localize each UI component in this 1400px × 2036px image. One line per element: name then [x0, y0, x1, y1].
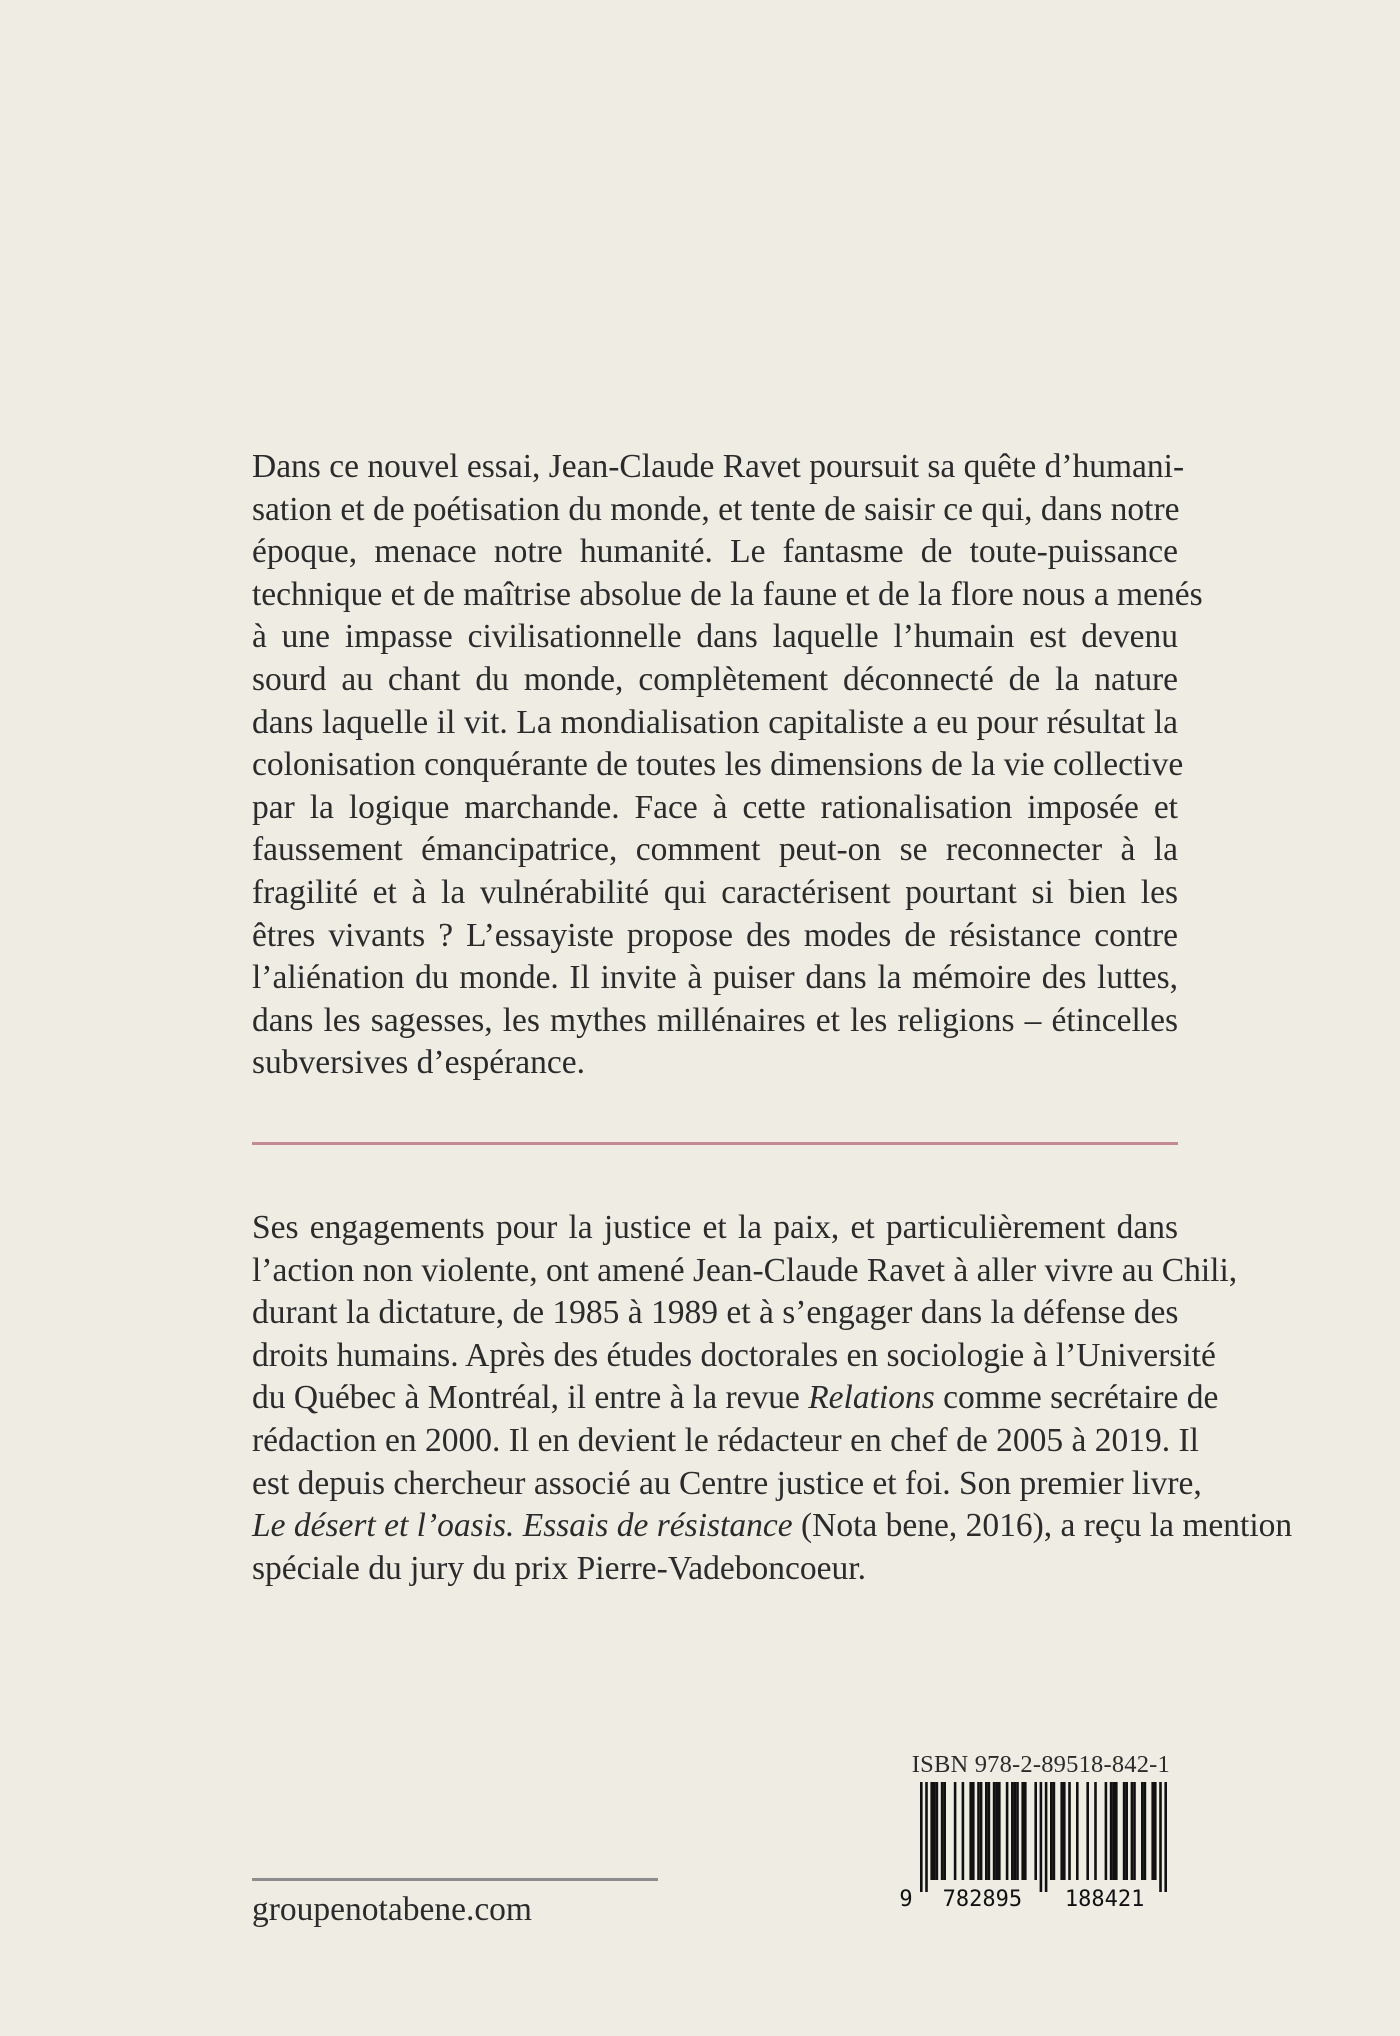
barcode-bar: [1110, 1782, 1113, 1880]
barcode-right-digits: 188421: [1064, 1887, 1145, 1910]
journal-title: Relations: [808, 1379, 935, 1417]
barcode-bar: [1144, 1782, 1147, 1880]
barcode-bar: [1131, 1782, 1134, 1880]
summary-line: sation et de poétisation du monde, et tente de saisir ce qui, dans notre: [252, 490, 1180, 528]
bio-line: rédaction en 2000. Il en devient le rédacteur en chef de 2005 à 2019. Il: [252, 1421, 1199, 1459]
summary-line: dans les sagesses, les mythes millénaires et les religions – étincelles: [252, 1001, 1178, 1039]
barcode-bar: [962, 1782, 965, 1880]
bio-text: (Nota bene, 2016), a reçu la mention: [792, 1507, 1293, 1545]
barcode-bar: [1094, 1782, 1097, 1880]
barcode-bar: [1006, 1782, 1009, 1880]
barcode-bar: [985, 1782, 988, 1880]
barcode-bar: [977, 1782, 980, 1880]
previous-book-title: Le désert et l’oasis. Essais de résistance: [252, 1507, 793, 1545]
summary-line: subversives d’espérance.: [252, 1044, 586, 1082]
barcode-left-digits: 782895: [942, 1887, 1023, 1910]
barcode-bar: [936, 1782, 939, 1880]
barcode-bar: [1159, 1782, 1162, 1892]
barcode-bar: [941, 1782, 944, 1880]
barcode-bar: [1151, 1782, 1154, 1880]
summary-line: à une impasse civilisationnelle dans laquelle l’humain est devenu: [252, 618, 1178, 656]
barcode-bar: [1133, 1782, 1136, 1880]
summary-line: êtres vivants ? L’essayiste propose des modes de résistance contre: [252, 916, 1178, 954]
barcode-bar: [954, 1782, 957, 1880]
barcode-bar: [1068, 1782, 1071, 1880]
author-bio: [252, 1207, 1293, 1590]
barcode-bar: [920, 1782, 923, 1892]
summary-line: époque, menace notre humanité. Le fantasme de toute-puissance: [252, 533, 1178, 571]
bio-line: droits humains. Après des études doctorales en sociologie à l’Université: [252, 1336, 1216, 1374]
summary-paragraph: [252, 446, 1203, 1085]
barcode-bar: [1076, 1782, 1079, 1880]
bio-line: l’action non violente, ont amené Jean-Claude Ravet à aller vivre au Chili,: [252, 1251, 1238, 1289]
summary-line: Dans ce nouvel essai, Jean-Claude Ravet poursuit sa quête d’humani-: [252, 448, 1185, 485]
isbn-label: ISBN 978-2-89518-842-1: [911, 1751, 1170, 1778]
barcode-bar: [1123, 1782, 1126, 1880]
barcode-bar: [1105, 1782, 1108, 1880]
barcode-bar: [1053, 1782, 1056, 1880]
barcode-bar: [972, 1782, 975, 1880]
bio-text: du Québec à Montréal, il entre à la revue: [252, 1379, 809, 1417]
barcode-bar: [930, 1782, 933, 1880]
barcode-bar: [1011, 1782, 1014, 1880]
barcode-bar: [1141, 1782, 1144, 1880]
summary-line: technique et de maîtrise absolue de la faune et de la flore nous a menés: [252, 575, 1203, 613]
publisher-website: groupenotabene.com: [252, 1891, 532, 1928]
barcode-bar: [988, 1782, 991, 1880]
barcode-bar: [1040, 1782, 1043, 1892]
barcode-bar: [980, 1782, 983, 1880]
bio-line: [252, 1377, 1219, 1420]
barcode-bar: [1024, 1782, 1027, 1880]
bio-line: [252, 1505, 1293, 1548]
barcode-bar: [1016, 1782, 1019, 1880]
barcode-bar: [969, 1782, 972, 1880]
summary-line: l’aliénation du monde. Il invite à puiser dans la mémoire des luttes,: [252, 959, 1178, 997]
barcode-bar: [1154, 1782, 1157, 1880]
barcode-bar: [1063, 1782, 1066, 1880]
book-summary: [252, 446, 1203, 1085]
barcode-bar: [1164, 1782, 1167, 1892]
barcode-bar: [1021, 1782, 1024, 1880]
summary-line: fragilité et à la vulnérabilité qui caractérisent pourtant si bien les: [252, 873, 1178, 911]
isbn-barcode: [896, 1782, 1178, 1910]
barcode-bar: [1034, 1782, 1037, 1880]
summary-line: colonisation conquérante de toutes les dimensions de la vie collective: [252, 746, 1184, 784]
barcode-bar: [1014, 1782, 1017, 1880]
barcode-bar: [993, 1782, 996, 1880]
footer-divider: [252, 1878, 658, 1881]
summary-line: faussement émancipatrice, comment peut-on se reconnecter à la: [252, 831, 1178, 869]
bio-line: durant la dictature, de 1985 à 1989 et à s’engager dans la défense des: [252, 1294, 1179, 1332]
barcode-first-digit: 9: [899, 1887, 913, 1910]
summary-line: sourd au chant du monde, complètement déconnecté de la nature: [252, 660, 1178, 698]
barcode-bar: [933, 1782, 936, 1880]
accent-divider: [252, 1142, 1178, 1145]
bio-text: comme secrétaire de: [934, 1379, 1219, 1417]
barcode-bar: [1050, 1782, 1053, 1880]
summary-line: dans laquelle il vit. La mondialisation capitaliste a eu pour résultat la: [252, 703, 1178, 741]
summary-line: par la logique marchande. Face à cette rationalisation imposée et: [252, 788, 1178, 826]
bio-paragraph: [252, 1207, 1293, 1590]
barcode-bar: [1125, 1782, 1128, 1880]
bio-line: spéciale du jury du prix Pierre-Vadeboncoeur.: [252, 1549, 866, 1587]
barcode-bar: [1045, 1782, 1048, 1892]
barcode-bar: [1115, 1782, 1118, 1880]
barcode-bar: [943, 1782, 946, 1880]
bio-line: Ses engagements pour la justice et la paix, et particulièrement dans: [252, 1209, 1178, 1246]
barcode-bar: [1112, 1782, 1115, 1880]
barcode-bar: [1086, 1782, 1089, 1880]
bio-line: est depuis chercheur associé au Centre justice et foi. Son premier livre,: [252, 1464, 1202, 1502]
barcode-bar: [1060, 1782, 1063, 1880]
barcode-bar: [995, 1782, 998, 1880]
barcode-bar: [925, 1782, 928, 1892]
barcode-bar: [998, 1782, 1001, 1880]
